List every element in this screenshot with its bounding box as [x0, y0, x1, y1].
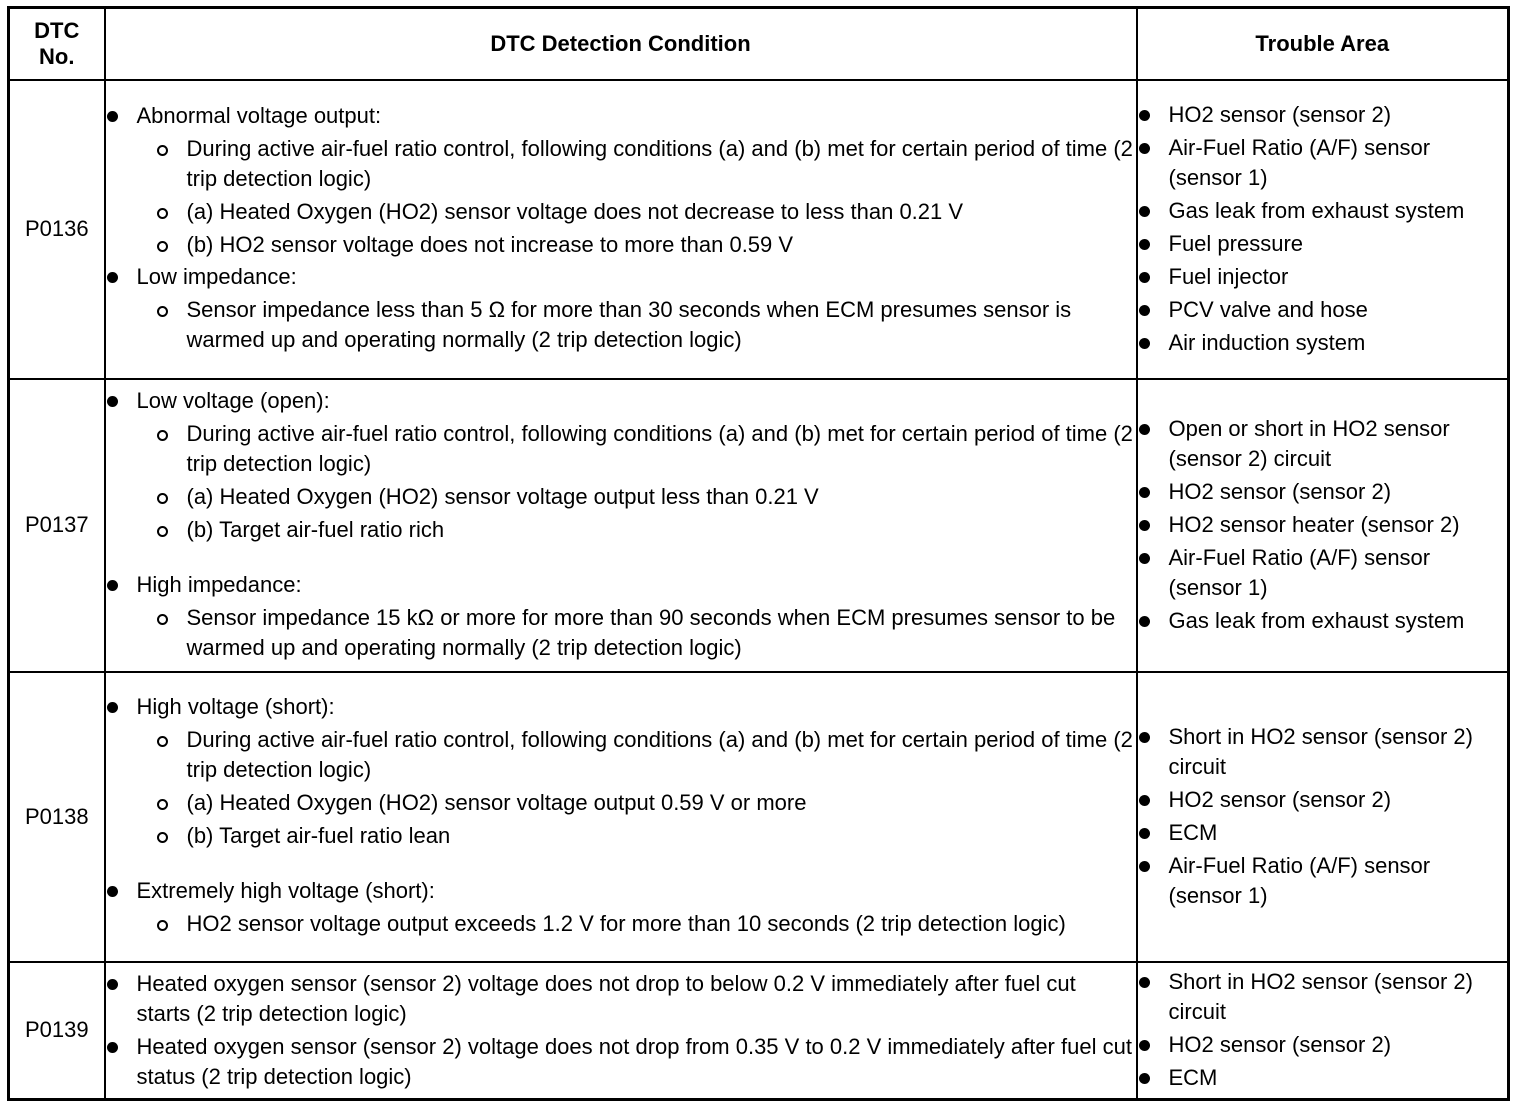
- condition-text: High impedance:: [136, 571, 302, 597]
- sub-condition: During active air-fuel ratio control, following conditions (a) and (b) met for certain period of time (2 trip detection logic): [137, 419, 1136, 479]
- sub-condition: (a) Heated Oxygen (HO2) sensor voltage output less than 0.21 V: [137, 482, 1136, 512]
- condition-text: Low voltage (open):: [136, 387, 330, 413]
- sub-condition: (b) Target air-fuel ratio lean: [137, 821, 1136, 851]
- trouble-item: Air-Fuel Ratio (A/F) sensor (sensor 1): [1138, 543, 1508, 603]
- condition-item: [106, 876, 1136, 939]
- trouble-item: Air-Fuel Ratio (A/F) sensor (sensor 1): [1138, 851, 1508, 911]
- condition-text: High voltage (short):: [136, 694, 335, 719]
- detection-condition-cell: [105, 962, 1137, 1100]
- sub-condition: During active air-fuel ratio control, following conditions (a) and (b) met for certain period of time (2 trip detection logic): [137, 725, 1136, 785]
- trouble-area-cell: [1137, 80, 1509, 379]
- header-trouble-area: Trouble Area: [1137, 8, 1509, 80]
- trouble-item: Air-Fuel Ratio (A/F) sensor (sensor 1): [1138, 133, 1508, 193]
- table-row: [9, 80, 1509, 379]
- condition-text: Low impedance:: [136, 264, 297, 289]
- sub-condition: (a) Heated Oxygen (HO2) sensor voltage output 0.59 V or more: [137, 788, 1136, 818]
- trouble-item: ECM: [1138, 818, 1508, 848]
- trouble-area-cell: [1137, 672, 1509, 962]
- condition-item: [106, 692, 1136, 851]
- trouble-item: Air induction system: [1138, 328, 1508, 358]
- trouble-item: Gas leak from exhaust system: [1138, 606, 1508, 636]
- table-row: [9, 379, 1509, 672]
- trouble-item: HO2 sensor (sensor 2): [1138, 477, 1508, 507]
- header-row: [9, 8, 1509, 80]
- condition-item: [106, 570, 1136, 663]
- trouble-item: HO2 sensor (sensor 2): [1138, 1030, 1508, 1060]
- detection-condition-cell: [105, 80, 1137, 379]
- sub-condition: (b) Target air-fuel ratio rich: [137, 515, 1136, 545]
- trouble-item: Open or short in HO2 sensor (sensor 2) circuit: [1138, 414, 1508, 474]
- table-row: [9, 672, 1509, 962]
- header-dtc-no: DTC No.: [9, 8, 105, 80]
- trouble-item: ECM: [1138, 1063, 1508, 1093]
- condition-item: [106, 101, 1136, 260]
- condition-text: Heated oxygen sensor (sensor 2) voltage does not drop from 0.35 V to 0.2 V immediately after fuel cut status (2 trip detection logic): [136, 1033, 1132, 1089]
- trouble-item: HO2 sensor (sensor 2): [1138, 785, 1508, 815]
- trouble-item: Fuel injector: [1138, 262, 1508, 292]
- condition-item: [106, 1032, 1136, 1092]
- sub-condition: (a) Heated Oxygen (HO2) sensor voltage does not decrease to less than 0.21 V: [137, 197, 1136, 227]
- dtc-table: [7, 6, 1510, 1101]
- trouble-item: PCV valve and hose: [1138, 295, 1508, 325]
- detection-condition-cell: [105, 672, 1137, 962]
- sub-condition: Sensor impedance 15 kΩ or more for more than 90 seconds when ECM presumes sensor to be warmed up and operating normally (2 trip detection logic): [137, 603, 1136, 663]
- condition-text: Extremely high voltage (short):: [136, 878, 435, 903]
- detection-condition-cell: [105, 379, 1137, 672]
- sub-condition: (b) HO2 sensor voltage does not increase to more than 0.59 V: [137, 230, 1136, 260]
- trouble-area-cell: [1137, 962, 1509, 1100]
- dtc-code: P0139: [9, 962, 105, 1100]
- sub-condition: HO2 sensor voltage output exceeds 1.2 V for more than 10 seconds (2 trip detection logic): [137, 909, 1136, 939]
- dtc-code: P0136: [9, 80, 105, 379]
- trouble-area-cell: [1137, 379, 1509, 672]
- condition-text: Heated oxygen sensor (sensor 2) voltage does not drop to below 0.2 V immediately after fuel cut starts (2 trip detection logic): [136, 970, 1076, 1026]
- trouble-item: HO2 sensor (sensor 2): [1138, 100, 1508, 130]
- condition-item: [106, 386, 1136, 545]
- sub-condition: During active air-fuel ratio control, following conditions (a) and (b) met for certain period of time (2 trip detection logic): [137, 134, 1136, 194]
- condition-item: [106, 969, 1136, 1029]
- trouble-item: Gas leak from exhaust system: [1138, 196, 1508, 226]
- header-detection-condition: DTC Detection Condition: [105, 8, 1137, 80]
- trouble-item: Short in HO2 sensor (sensor 2) circuit: [1138, 722, 1508, 782]
- table-row: [9, 962, 1509, 1100]
- condition-item: [106, 262, 1136, 355]
- trouble-item: Fuel pressure: [1138, 229, 1508, 259]
- sub-condition: Sensor impedance less than 5 Ω for more than 30 seconds when ECM presumes sensor is warmed up and operating normally (2 trip detection logic): [137, 295, 1136, 355]
- dtc-code: P0138: [9, 672, 105, 962]
- dtc-code: P0137: [9, 379, 105, 672]
- trouble-item: HO2 sensor heater (sensor 2): [1138, 510, 1508, 540]
- condition-text: Abnormal voltage output:: [136, 103, 382, 128]
- trouble-item: Short in HO2 sensor (sensor 2) circuit: [1138, 967, 1508, 1027]
